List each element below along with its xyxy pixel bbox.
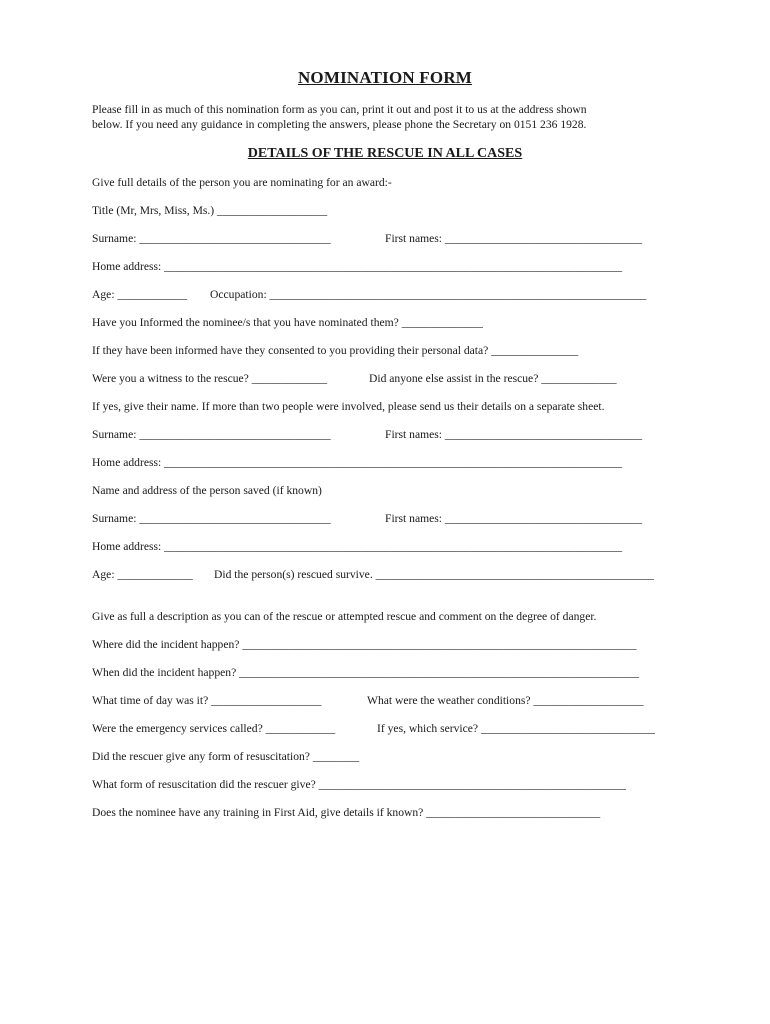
- saved-survive-field[interactable]: Did the person(s) rescued survive. ________________________________________________: [214, 568, 654, 581]
- intro-line-1: Please fill in as much of this nomination form as you can, print it out and post it to us at the address shown: [92, 103, 587, 116]
- intro-line-2: below. If you need any guidance in completing the answers, please phone the Secretary on 0151 236 1928.: [92, 118, 587, 131]
- saved-instruction: Name and address of the person saved (if known): [92, 484, 322, 497]
- which-service-field[interactable]: If yes, which service? ______________________________: [377, 722, 655, 735]
- saved-surname-field[interactable]: Surname: _________________________________: [92, 512, 331, 525]
- nominee-age-field[interactable]: Age: ____________: [92, 288, 187, 301]
- nominee-occupation-field[interactable]: Occupation: _________________________________________________________________: [210, 288, 647, 301]
- consented-field[interactable]: If they have been informed have they consented to you providing their personal data? _______________: [92, 344, 579, 357]
- rescue-instruction: Give as full a description as you can of the rescue or attempted rescue and comment on the degree of danger.: [92, 610, 597, 623]
- saved-home-address-field[interactable]: Home address: _______________________________________________________________________________: [92, 540, 623, 553]
- nominee-surname-field[interactable]: Surname: _________________________________: [92, 232, 331, 245]
- weather-field[interactable]: What were the weather conditions? ___________________: [367, 694, 644, 707]
- where-field[interactable]: Where did the incident happen? ____________________________________________________________________: [92, 638, 637, 651]
- saved-first-names-field[interactable]: First names: __________________________________: [385, 512, 642, 525]
- saved-age-field[interactable]: Age: _____________: [92, 568, 193, 581]
- informed-field[interactable]: Have you Informed the nominee/s that you have nominated them? ______________: [92, 316, 483, 329]
- others-first-names-field[interactable]: First names: __________________________________: [385, 428, 642, 441]
- others-surname-field[interactable]: Surname: _________________________________: [92, 428, 331, 441]
- when-field[interactable]: When did the incident happen? _____________________________________________________________________: [92, 666, 640, 679]
- nominee-first-names-field[interactable]: First names: __________________________________: [385, 232, 642, 245]
- resuscitation-form-field[interactable]: What form of resuscitation did the rescuer give? _____________________________________________________: [92, 778, 626, 791]
- others-instruction: If yes, give their name. If more than two people were involved, please send us their details on a separate sheet.: [92, 400, 605, 413]
- form-intro: [92, 102, 692, 132]
- others-home-address-field[interactable]: Home address: _______________________________________________________________________________: [92, 456, 623, 469]
- assist-field[interactable]: Did anyone else assist in the rescue? _____________: [369, 372, 617, 385]
- form-title: NOMINATION FORM: [297, 68, 473, 87]
- time-of-day-field[interactable]: What time of day was it? ___________________: [92, 694, 322, 707]
- nominee-title-field[interactable]: Title (Mr, Mrs, Miss, Ms.) ___________________: [92, 204, 328, 217]
- nominee-instruction: Give full details of the person you are nominating for an award:-: [92, 176, 392, 189]
- resuscitation-field[interactable]: Did the rescuer give any form of resuscitation? ________: [92, 750, 360, 763]
- emergency-services-field[interactable]: Were the emergency services called? ____________: [92, 722, 336, 735]
- first-aid-field[interactable]: Does the nominee have any training in First Aid, give details if known? ______________________________: [92, 806, 601, 819]
- witness-field[interactable]: Were you a witness to the rescue? _____________: [92, 372, 328, 385]
- nominee-home-address-field[interactable]: Home address: _______________________________________________________________________________: [92, 260, 623, 273]
- section-heading: DETAILS OF THE RESCUE IN ALL CASES: [247, 146, 523, 161]
